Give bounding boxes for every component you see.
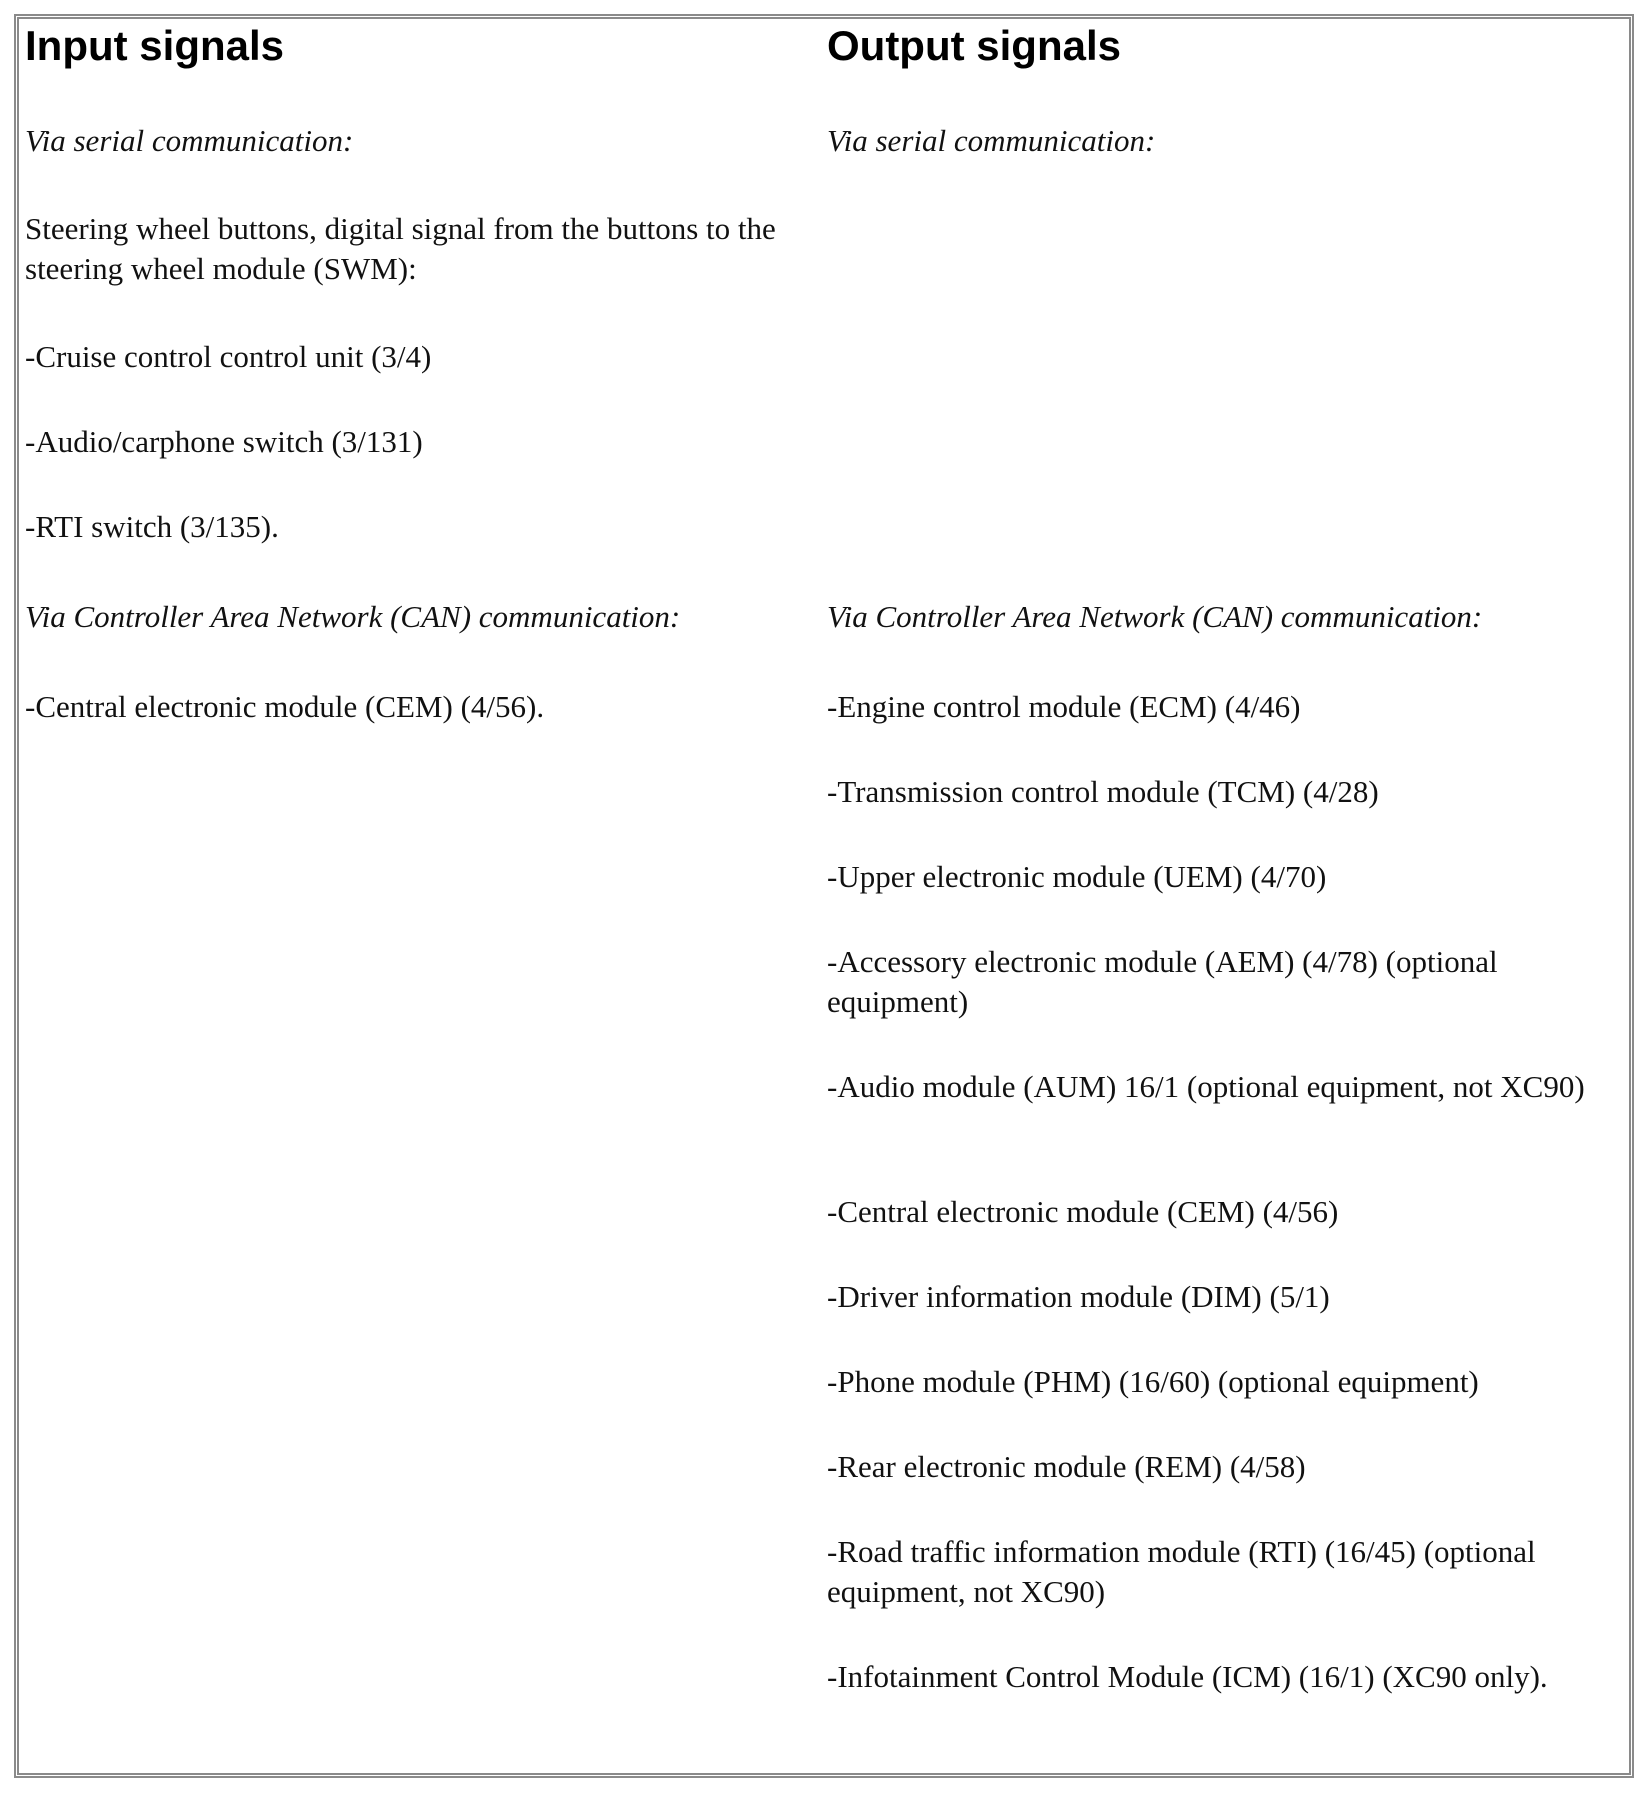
output-can-item: -Rear electronic module (REM) (4/58) [827, 1449, 1306, 1484]
output-can-item: -Engine control module (ECM) (4/46) [827, 689, 1301, 724]
output-can-label: Via Controller Area Network (CAN) communication: [827, 599, 1483, 634]
output-can-item: -Central electronic module (CEM) (4/56) [827, 1194, 1339, 1229]
signals-table [14, 14, 1634, 1778]
output-signals-heading: Output signals [827, 22, 1121, 69]
output-can-item: -Phone module (PHM) (16/60) (optional equipment) [827, 1364, 1479, 1399]
output-signals-column [827, 19, 1627, 1773]
input-signals-column [25, 19, 815, 1773]
output-can-item: -Transmission control module (TCM) (4/28) [827, 774, 1379, 809]
output-can-item: -Upper electronic module (UEM) (4/70) [827, 859, 1327, 894]
input-can-label: Via Controller Area Network (CAN) communication: [25, 599, 681, 634]
input-serial-item: -Cruise control control unit (3/4) [25, 339, 432, 374]
output-can-item: -Audio module (AUM) 16/1 (optional equipment, not XC90) [827, 1069, 1585, 1104]
input-can-item: -Central electronic module (CEM) (4/56). [25, 689, 545, 724]
output-can-item: -Infotainment Control Module (ICM) (16/1) (XC90 only). [827, 1659, 1548, 1694]
output-can-item: -Driver information module (DIM) (5/1) [827, 1279, 1330, 1314]
input-serial-item: -Audio/carphone switch (3/131) [25, 424, 423, 459]
input-serial-label: Via serial communication: [25, 123, 354, 158]
output-can-item: -Road traffic information module (RTI) (16/45) (optional equipment, not XC90) [827, 1534, 1536, 1609]
input-serial-item: -RTI switch (3/135). [25, 509, 279, 544]
output-can-item: -Accessory electronic module (AEM) (4/78) (optional equipment) [827, 944, 1498, 1019]
input-steering-intro: Steering wheel buttons, digital signal from the buttons to the steering wheel module (SWM): [25, 211, 776, 286]
input-signals-heading: Input signals [25, 22, 285, 69]
output-serial-label: Via serial communication: [827, 123, 1156, 158]
